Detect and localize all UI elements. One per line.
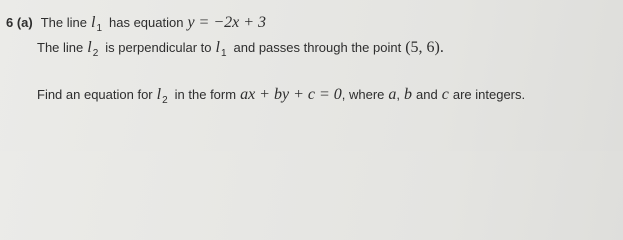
line2-variable: l <box>87 39 92 56</box>
line1-equation: y = −2x + 3 <box>187 14 267 31</box>
line3-text-d: , <box>396 87 401 102</box>
line2-point: (5, 6). <box>405 39 444 56</box>
line3-form: ax + by + c = 0 <box>240 86 342 103</box>
line2-subscript-2: 1 <box>220 48 227 59</box>
line3-text-f: are integers. <box>452 87 526 102</box>
question-number: 6 (a) <box>6 15 33 30</box>
line1-variable: l <box>90 14 96 31</box>
line1-text-a: The line <box>40 15 87 30</box>
line3-text-c: , where <box>341 87 385 102</box>
line2-variable-2: l <box>215 39 220 56</box>
line2-subscript: 2 <box>92 48 99 59</box>
line3-var-a: a <box>388 86 397 103</box>
line3-subscript: 2 <box>162 95 168 106</box>
line1-text-b: has equation <box>109 15 184 30</box>
question-line-3 <box>37 86 525 104</box>
line3-text-b: in the form <box>174 87 237 102</box>
line3-var-b: b <box>404 86 413 103</box>
line2-text-a: The line <box>37 40 84 55</box>
line2-text-c: and passes through the point <box>233 40 402 55</box>
line1-subscript: 1 <box>96 23 102 34</box>
question-line-1 <box>6 14 266 32</box>
line3-text-a: Find an equation for <box>37 87 153 102</box>
question-line-2 <box>37 39 444 57</box>
line2-text-b: is perpendicular to <box>105 40 212 55</box>
line3-variable: l <box>156 86 162 103</box>
line3-var-c: c <box>441 86 449 103</box>
line3-text-e: and <box>416 87 438 102</box>
